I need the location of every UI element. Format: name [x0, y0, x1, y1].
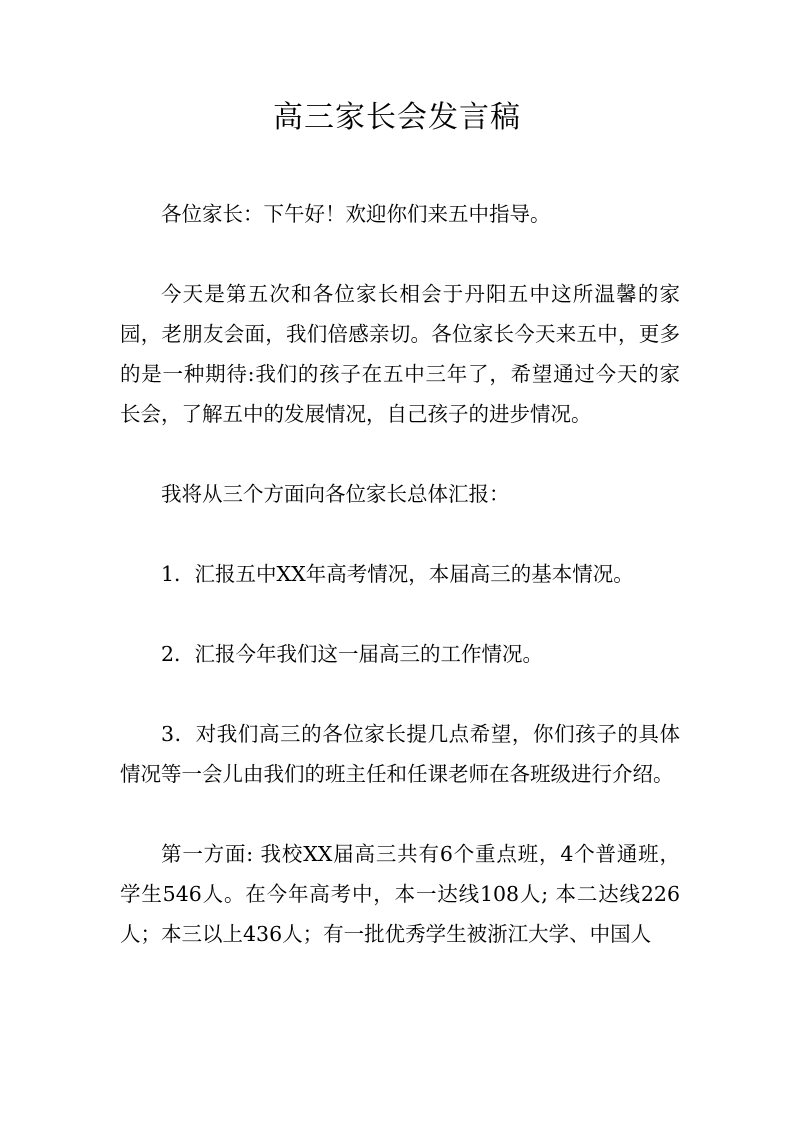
outline-item-3: 3．对我们高三的各位家长提几点希望，你们孩子的具体情况等一会儿由我们的班主任和任课老师在各班级进行介绍。	[120, 722, 680, 786]
intro-paragraph: 今天是第五次和各位家长相会于丹阳五中这所温馨的家园，老朋友会面，我们倍感亲切。各位家长今天来五中，更多的是一种期待:我们的孩子在五中三年了，希望通过今天的家长会，了解五中的发展情况，自己孩子的进步情况。	[120, 282, 680, 426]
document-body	[120, 194, 680, 994]
outline-item-2: 2．汇报今年我们这一届高三的工作情况。	[161, 642, 544, 666]
greeting-paragraph: 各位家长：下午好！欢迎你们来五中指导。	[161, 202, 551, 226]
first-aspect-paragraph: 第一方面: 我校XX届高三共有6个重点班，4个普通班，学生546人。在今年高考中，本一达线108人; 本二达线226人；本三以上436人；有一批优秀学生被浙江大学、中国人	[120, 842, 680, 946]
outline-item-1: 1．汇报五中XX年高考情况，本届高三的基本情况。	[161, 562, 634, 586]
report-outline-paragraph: 我将从三个方面向各位家长总体汇报：	[161, 482, 510, 506]
document-title: 高三家长会发言稿	[273, 100, 521, 135]
